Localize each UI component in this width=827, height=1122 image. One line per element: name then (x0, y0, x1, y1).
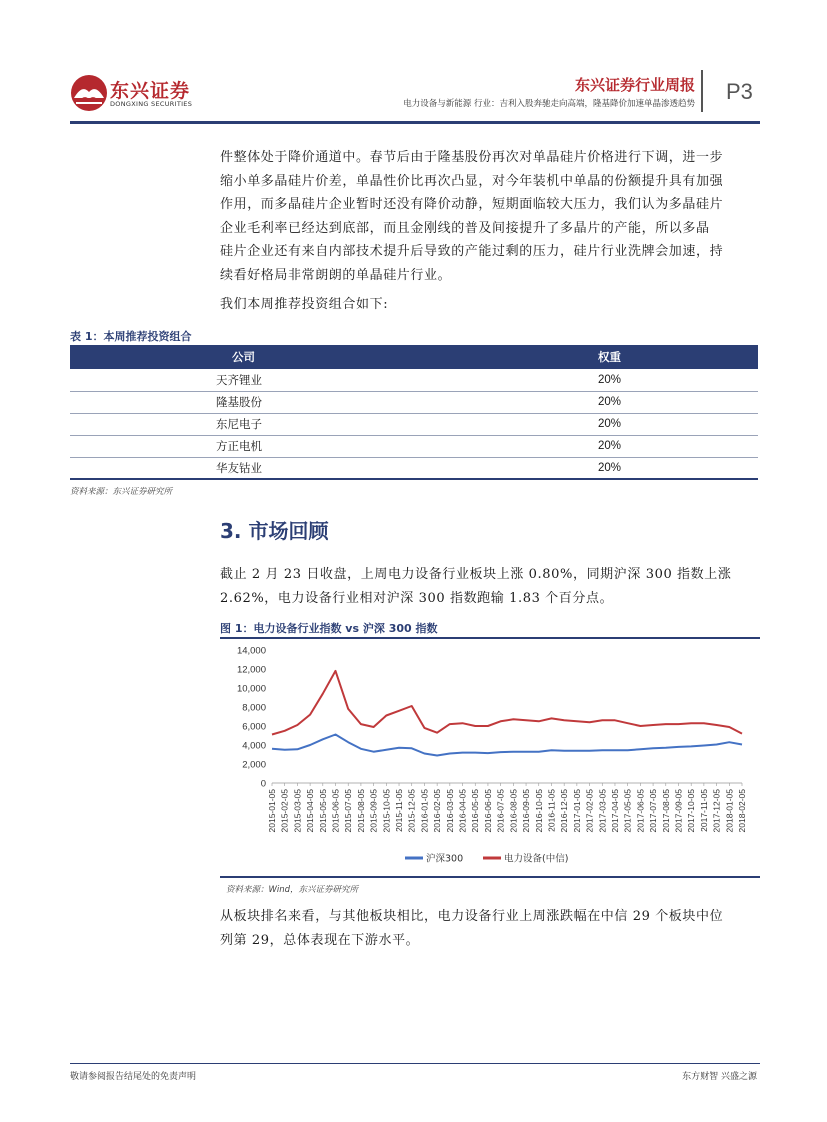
y-tick-label: 12,000 (236, 664, 266, 676)
company-cell: 东尼电子 (70, 413, 414, 435)
company-cell: 华友钴业 (70, 457, 414, 479)
x-tick-label: 2018-01-05 (724, 789, 735, 833)
table-source: 资料来源：东兴证券研究所 (70, 487, 173, 497)
table-row (70, 435, 758, 457)
column-header-weight: 权重 (414, 345, 758, 369)
y-tick-label: 10,000 (236, 683, 266, 695)
x-tick-label: 2017-03-05 (597, 789, 608, 833)
page-number: P3 (726, 79, 753, 104)
x-tick-label: 2015-07-05 (343, 789, 354, 833)
disclaimer-note: 敬请参阅报告结尾处的免责声明 (70, 1072, 197, 1082)
y-tick-label: 4,000 (242, 740, 266, 752)
series-line-hs300 (272, 735, 742, 756)
weight-cell: 20% (414, 457, 758, 479)
x-tick-label: 2017-11-05 (698, 789, 709, 832)
table-row (70, 457, 758, 479)
paragraph-portfolio-intro (220, 293, 760, 317)
x-tick-label: 2016-07-05 (495, 789, 506, 833)
weight-cell: 20% (414, 391, 758, 413)
text-line: 作用，而多晶硅片企业暂时还没有降价动静，短期面临较大压力，我们认为多晶硅片 (220, 197, 724, 212)
text-line: 续看好格局非常朗朗的单晶硅片行业。 (220, 267, 452, 283)
x-tick-label: 2015-12-05 (406, 789, 417, 833)
logo-emblem-icon (70, 74, 108, 112)
header-divider (701, 70, 703, 112)
x-tick-label: 2015-08-05 (355, 789, 366, 833)
table-row (70, 369, 758, 391)
table-row (70, 413, 758, 435)
logo-text-cn: 东兴证券 (110, 80, 191, 102)
x-tick-label: 2016-10-05 (533, 789, 544, 833)
x-tick-label: 2015-02-05 (279, 789, 290, 833)
table-caption: 表 1：本周推荐投资组合 (70, 330, 192, 343)
y-tick-label: 0 (260, 778, 266, 790)
x-tick-label: 2016-12-05 (559, 789, 570, 833)
weight-cell: 20% (414, 435, 758, 457)
x-tick-label: 2017-06-05 (635, 789, 646, 833)
header-rule (70, 121, 760, 124)
company-cell: 天齐锂业 (70, 369, 414, 391)
x-tick-label: 2016-04-05 (457, 789, 468, 833)
figure-caption: 图 1：电力设备行业指数 vs 沪深 300 指数 (220, 622, 438, 635)
x-tick-label: 2016-01-05 (419, 789, 430, 833)
x-tick-label: 2016-11-05 (546, 789, 557, 832)
x-tick-label: 2016-03-05 (444, 789, 455, 833)
x-tick-label: 2017-08-05 (660, 789, 671, 833)
table-row (70, 391, 758, 413)
weight-cell: 20% (414, 369, 758, 391)
table-bottom-rule (70, 478, 758, 480)
text-line: 件整体处于降价通道中。春节后由于隆基股份再次对单晶硅片价格进行下调，进一步 (220, 150, 724, 165)
text-line: 2.62%，电力设备行业相对沪深 300 指数跑输 1.83 个百分点。 (220, 590, 614, 606)
legend-label: 沪深300 (426, 853, 464, 865)
x-tick-label: 2017-07-05 (648, 789, 659, 833)
x-tick-label: 2015-09-05 (368, 789, 379, 833)
report-subtitle: 电力设备与新能源 行业：吉利入股奔驰走向高端，隆基降价加速单晶渗透趋势 (403, 99, 695, 109)
x-tick-label: 2016-02-05 (432, 789, 443, 833)
y-tick-label: 6,000 (242, 721, 266, 733)
footer-slogan: 东方财智 兴盛之源 (682, 1072, 757, 1082)
text-line: 我们本周推荐投资组合如下: (220, 297, 389, 312)
x-tick-label: 2015-10-05 (381, 789, 392, 833)
y-tick-label: 8,000 (242, 702, 266, 714)
report-title: 东兴证券行业周报 (574, 76, 695, 94)
legend-label: 电力设备(中信) (504, 853, 569, 865)
text-line: 从板块排名来看，与其他板块相比，电力设备行业上周涨跌幅在中信 29 个板块中位 (220, 909, 724, 924)
x-tick-label: 2016-05-05 (470, 789, 481, 833)
company-logo (70, 74, 200, 114)
x-tick-label: 2015-11-05 (394, 789, 405, 832)
company-cell: 方正电机 (70, 435, 414, 457)
x-tick-label: 2016-09-05 (521, 789, 532, 833)
x-tick-label: 2017-01-05 (571, 789, 582, 833)
x-tick-label: 2017-02-05 (584, 789, 595, 833)
logo-text-en: DONGXING SECURITIES (110, 100, 193, 108)
paragraph-sector-ranking (220, 905, 760, 952)
text-line: 截止 2 月 23 日收盘，上周电力设备行业板块上涨 0.80%，同期沪深 300 指数上涨 (220, 567, 732, 582)
footer-rule (70, 1063, 760, 1064)
x-tick-label: 2018-02-05 (737, 789, 747, 833)
text-line: 企业毛利率已经达到底部，而且金刚线的普及间接提升了多晶片的产能，所以多晶 (220, 220, 710, 236)
x-tick-label: 2017-12-05 (711, 789, 722, 833)
index-line-chart (220, 640, 760, 876)
paragraph-market-review (220, 563, 760, 610)
weight-cell: 20% (414, 413, 758, 435)
table-header-row (70, 345, 758, 369)
text-line: 缩小单多晶硅片价差，单晶性价比再次凸显，对今年装机中单晶的份额提升具有加强 (220, 173, 724, 189)
y-tick-label: 14,000 (236, 645, 266, 657)
x-tick-label: 2015-01-05 (267, 789, 277, 833)
x-tick-label: 2015-03-05 (292, 789, 303, 833)
y-tick-label: 2,000 (242, 759, 266, 771)
x-tick-label: 2015-06-05 (330, 789, 341, 833)
text-line: 硅片企业还有来自内部技术提升后导致的产能过剩的压力，硅片行业洗牌会加速，持 (220, 244, 724, 259)
figure-bottom-rule (220, 876, 760, 878)
column-header-company: 公司 (70, 345, 414, 369)
x-tick-label: 2017-05-05 (622, 789, 633, 833)
x-tick-label: 2016-06-05 (482, 789, 493, 833)
figure-top-rule (220, 637, 760, 639)
x-tick-label: 2017-04-05 (609, 789, 620, 833)
figure-source: 资料来源：Wind，东兴证券研究所 (226, 885, 359, 895)
x-tick-label: 2016-08-05 (508, 789, 519, 833)
company-cell: 隆基股份 (70, 391, 414, 413)
section-title: 3. 市场回顾 (220, 519, 329, 543)
paragraph-wafer-analysis (220, 146, 760, 287)
x-tick-label: 2017-10-05 (686, 789, 697, 833)
series-line-power-equipment (272, 671, 742, 735)
portfolio-table (70, 345, 758, 480)
x-tick-label: 2015-04-05 (305, 789, 316, 833)
text-line: 列第 29，总体表现在下游水平。 (220, 932, 420, 948)
x-tick-label: 2017-09-05 (673, 789, 684, 833)
x-tick-label: 2015-05-05 (317, 789, 328, 833)
